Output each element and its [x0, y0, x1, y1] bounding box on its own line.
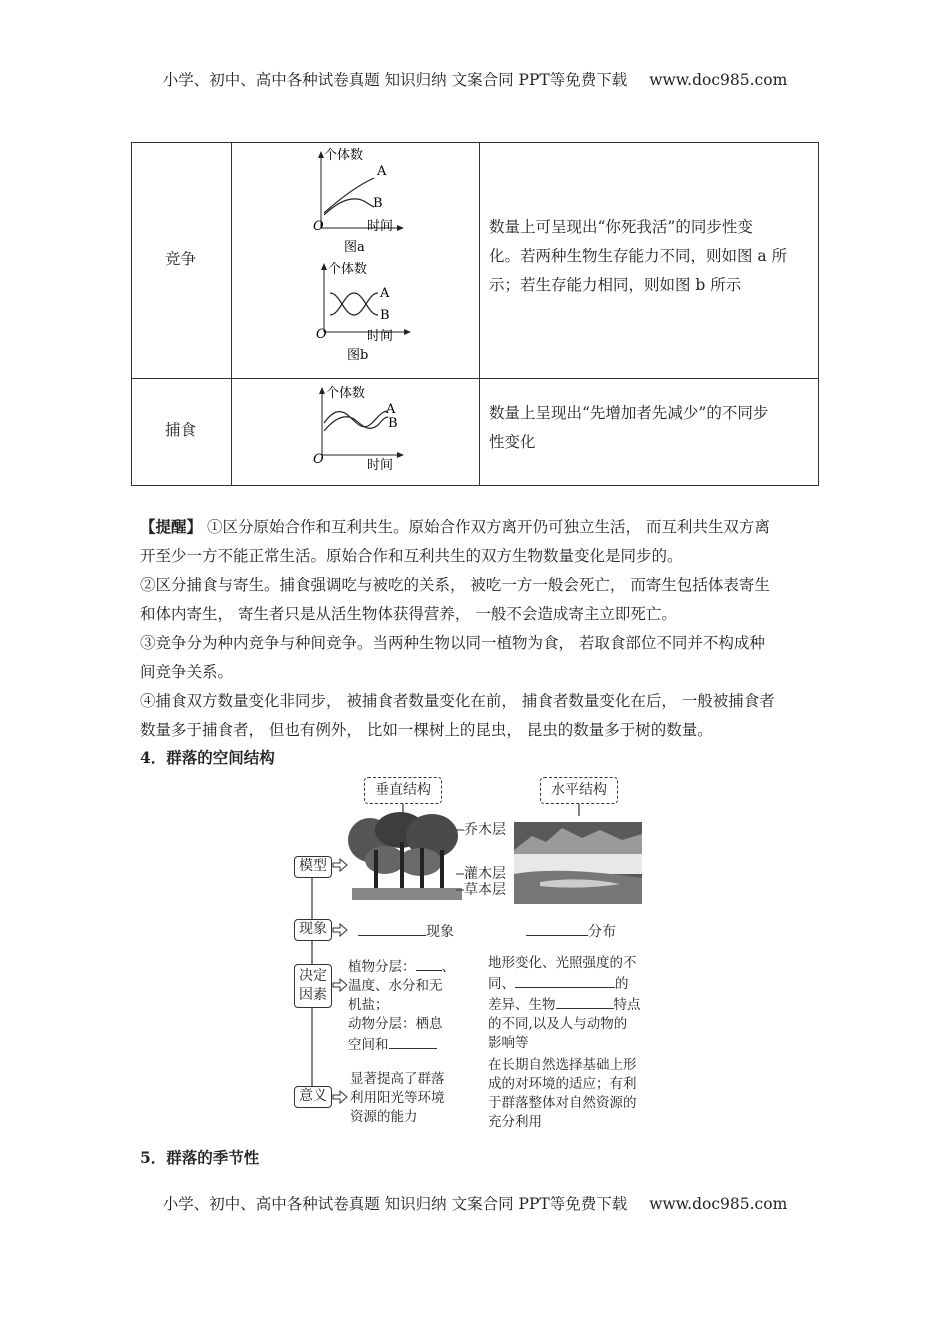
row-name-predation: 捕食 — [165, 421, 197, 439]
factor-text: 植物分层： — [348, 959, 416, 975]
header-text: 小学、初中、高中各种试卷真题 知识归纳 文案合同 PPT等免费下载 — [162, 71, 628, 89]
tips-block — [140, 512, 820, 745]
row-label-model: 模型 — [294, 856, 332, 878]
graph-predation-ylabel: 个体数 — [326, 386, 366, 401]
tip-line: 和体内寄生， 寄生者只是从活生物体获得营养， 一般不会造成寄主立即死亡。 — [140, 605, 677, 623]
section-4-title: 4．群落的空间结构 — [140, 748, 275, 767]
meaning-line: 在长期自然选择基础上形 — [488, 1057, 637, 1073]
meaning-line: 成的对环境的适应；有利 — [488, 1076, 637, 1092]
desc-line: 示；若生存能力相同，则如图 b 所示 — [489, 276, 742, 294]
graph-b — [302, 255, 422, 373]
factor-text: 同、 — [488, 976, 515, 992]
tree-layer-label: 乔木层 — [464, 822, 506, 838]
horizontal-meaning — [488, 1056, 678, 1132]
table-divider — [231, 143, 232, 485]
graph-b-ylabel: 个体数 — [328, 262, 368, 277]
desc-line: 性变化 — [489, 433, 536, 451]
tip-text: ①区分原始合作和互利共生。原始合作双方离开仍可独立生活， 而互利共生双方离 — [206, 518, 770, 536]
tips-title: 【提醒】 — [140, 517, 203, 536]
graph-a-xlabel: 时间 — [367, 219, 394, 234]
vertical-structure-label: 垂直结构 — [364, 777, 442, 804]
factor-line: 机盐； — [348, 997, 389, 1013]
factor-line: 动物分层：栖息 — [348, 1016, 443, 1032]
factor-line — [488, 994, 678, 1015]
graph-a-series-b: B — [373, 196, 383, 211]
tip-line-1 — [140, 512, 820, 542]
row-label-meaning: 意义 — [294, 1086, 332, 1108]
tip-line: 开至少一方不能正常生活。原始合作和互利共生的双方生物数量变化是同步的。 — [140, 547, 683, 565]
graph-b-series-b: B — [380, 308, 390, 323]
interaction-table — [131, 142, 819, 486]
footer-text: 小学、初中、高中各种试卷真题 知识归纳 文案合同 PPT等免费下载 — [162, 1195, 628, 1213]
row-name-competition: 竞争 — [165, 250, 197, 268]
tip-line: ③竞争分为种内竞争与种间竞争。当两种生物以同一植物为食， 若取食部位不同并不构成种 — [140, 634, 765, 652]
factor-line: 的不同,以及人与动物的 — [488, 1016, 628, 1032]
meaning-line: 利用阳光等环境 — [350, 1090, 445, 1106]
graph-predation-series-a: A — [386, 402, 396, 417]
desc-line: 数量上可呈现出“你死我活”的同步性变 — [489, 218, 753, 236]
graph-a-series-a: A — [377, 164, 387, 179]
graph-b-series-a: A — [380, 286, 390, 301]
table-divider — [132, 378, 818, 379]
factor-text: 、 — [441, 959, 455, 975]
vertical-phenomenon — [358, 921, 454, 942]
page-header — [0, 68, 950, 90]
phenomenon-text: 现象 — [426, 924, 454, 940]
graph-predation-xlabel: 时间 — [367, 458, 394, 473]
vertical-factors — [348, 956, 468, 1055]
factor-line — [348, 1034, 468, 1055]
desc-line: 数量上呈现出“先增加者先减少”的不同步 — [489, 404, 769, 422]
section-5-title: 5．群落的季节性 — [140, 1148, 260, 1167]
factor-text: 的 — [615, 976, 629, 992]
vertical-meaning — [350, 1070, 470, 1127]
graph-b-origin: O — [316, 327, 327, 342]
desc-line: 化。若两种生物生存能力不同，则如图 a 所 — [489, 247, 788, 265]
herb-layer-label: 草本层 — [464, 882, 506, 898]
header-url: www.doc985.com — [649, 71, 788, 89]
tip-line: 间竞争关系。 — [140, 663, 234, 681]
forest-illustration — [348, 812, 462, 900]
row-desc-predation — [489, 399, 768, 457]
row-label-phenomenon: 现象 — [294, 919, 332, 941]
factor-line: 地形变化、光照强度的不 — [488, 955, 637, 971]
graph-predation-origin: O — [313, 452, 324, 467]
graph-a-ylabel: 个体数 — [324, 148, 364, 163]
distribution-text: 分布 — [588, 924, 616, 940]
meaning-line: 显著提高了群落 — [350, 1071, 445, 1087]
row-desc-competition — [489, 213, 787, 300]
row-label-factors: 决定 因素 — [294, 964, 332, 1008]
horizontal-structure-label: 水平结构 — [540, 777, 618, 804]
graph-a-origin: O — [313, 219, 324, 234]
landscape-photo — [514, 822, 642, 904]
table-divider — [479, 143, 480, 485]
meaning-line: 于群落整体对自然资源的 — [488, 1095, 637, 1111]
graph-a-caption: 图a — [344, 240, 365, 255]
graph-a — [302, 143, 412, 258]
tip-line: ②区分捕食与寄生。捕食强调吃与被吃的关系， 被吃一方一般会死亡， 而寄生包括体表寄生 — [140, 576, 770, 594]
footer-url: www.doc985.com — [649, 1195, 788, 1213]
graph-b-xlabel: 时间 — [367, 329, 394, 344]
factor-line — [348, 956, 468, 977]
graph-b-caption: 图b — [347, 348, 369, 363]
factor-text: 差异、生物 — [488, 997, 556, 1013]
factor-text: 特点 — [613, 997, 641, 1013]
page-footer — [0, 1192, 950, 1214]
meaning-line: 资源的能力 — [350, 1109, 418, 1125]
tip-line: ④捕食双方数量变化非同步， 被捕食者数量变化在前， 捕食者数量变化在后， 一般被捕食者 — [140, 692, 775, 710]
graph-predation — [302, 381, 422, 481]
graph-predation-series-b: B — [388, 416, 398, 431]
factor-line — [488, 973, 678, 994]
factor-line: 影响等 — [488, 1035, 529, 1051]
shrub-layer-label: 灌木层 — [464, 866, 506, 882]
factor-text: 空间和 — [348, 1037, 389, 1053]
factor-line: 温度、水分和无 — [348, 978, 443, 994]
community-structure-diagram — [270, 770, 690, 1140]
horizontal-distribution — [526, 921, 616, 942]
tip-line: 数量多于捕食者， 但也有例外， 比如一棵树上的昆虫， 昆虫的数量多于树的数量。 — [140, 721, 713, 739]
horizontal-factors — [488, 954, 678, 1053]
meaning-line: 充分利用 — [488, 1114, 542, 1130]
